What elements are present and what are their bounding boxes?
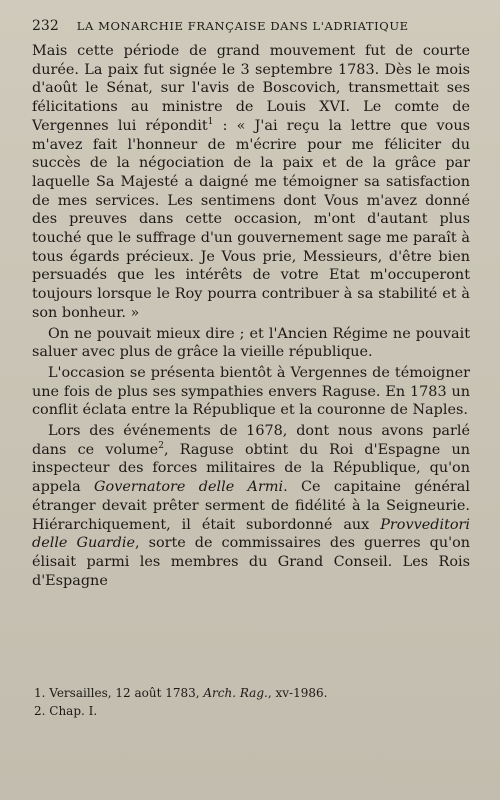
footnote-1-text-b: , xv-1986. bbox=[267, 686, 328, 700]
paragraph-4 bbox=[32, 422, 470, 590]
paragraph-3: L'occasion se présenta bientôt à Vergennes de témoigner une fois de plus ses sympathies envers Raguse. En 1783 un conflit éclata entre la République et la couronne de Naples. bbox=[32, 364, 470, 419]
body-text bbox=[32, 42, 470, 590]
italic-provveditori: Provveditori delle Guardie bbox=[32, 516, 470, 552]
footnote-ref-2: 2 bbox=[158, 440, 164, 451]
footnote-1-italic: Arch. Rag. bbox=[203, 686, 268, 700]
footnote-2-text: Chap. I. bbox=[45, 704, 98, 718]
paragraph-4-text-a: Lors des événements de 1678, dont nous avons parlé dans ce volume bbox=[32, 423, 470, 458]
paragraph-4-text-d: , sorte de commissaires des guerres qu'on élisait parmi les membres du Grand Conseil. Les Rois d'Espagne bbox=[32, 535, 470, 589]
footnote-1 bbox=[32, 684, 470, 702]
running-head bbox=[32, 18, 470, 34]
footnote-1-mark: 1. bbox=[34, 686, 46, 700]
paragraph-4-text-c: . Ce capitaine général étranger devait prêter serment de fidélité à la Seigneurie. Hiérarchiquement, il était subordonné aux bbox=[32, 479, 470, 533]
running-title: LA MONARCHIE FRANÇAISE DANS L'ADRIATIQUE bbox=[76, 19, 409, 33]
paragraph-1-text-a: Mais cette période de grand mouvement fut de courte durée. La paix fut signée le 3 septembre 1783. Dès le mois d'août le Sénat, sur l'avis de Boscovich, transmettait ses félicitations au ministre de Louis XVI. Le comte de Vergennes lui répondit bbox=[32, 43, 470, 134]
italic-governatore: Governatore delle Armi bbox=[94, 479, 284, 496]
paragraph-2: On ne pouvait mieux dire ; et l'Ancien Régime ne pouvait saluer avec plus de grâce la vieille république. bbox=[32, 325, 470, 361]
paragraph-4-text-b: , Raguse obtint du Roi d'Espagne un inspecteur des forces militaires de la République, qu'on appela bbox=[32, 441, 470, 496]
paragraph-1-text-b: : « J'ai reçu la lettre que vous m'avez fait l'honneur de m'écrire pour me féliciter du succès de la négociation de la paix et de la grâce par laquelle Sa Majesté a daigné me témoigner sa satisfaction de mes services. Les sentimens dont Vous m'avez donné des preuves dans cette occasion, m'ont d'autant plus touché que le suffrage d'un gouvernement sage me paraît à tous égards précieux. Je Vous prie, Messieurs, d'être bien persuadés que les intérêts de votre Etat m'occuperont toujours lorsque le Roy pourra contribuer à sa stabilité et à son bonheur. » bbox=[32, 117, 470, 321]
footnote-2-mark: 2. bbox=[34, 704, 46, 718]
paragraph-1 bbox=[32, 42, 470, 323]
footnotes bbox=[32, 684, 470, 720]
footnote-1-text-a: Versailles, 12 août 1783, bbox=[45, 686, 204, 700]
footnote-ref-1: 1 bbox=[207, 117, 214, 128]
page-number: 232 bbox=[32, 18, 59, 34]
footnote-2 bbox=[32, 702, 470, 720]
